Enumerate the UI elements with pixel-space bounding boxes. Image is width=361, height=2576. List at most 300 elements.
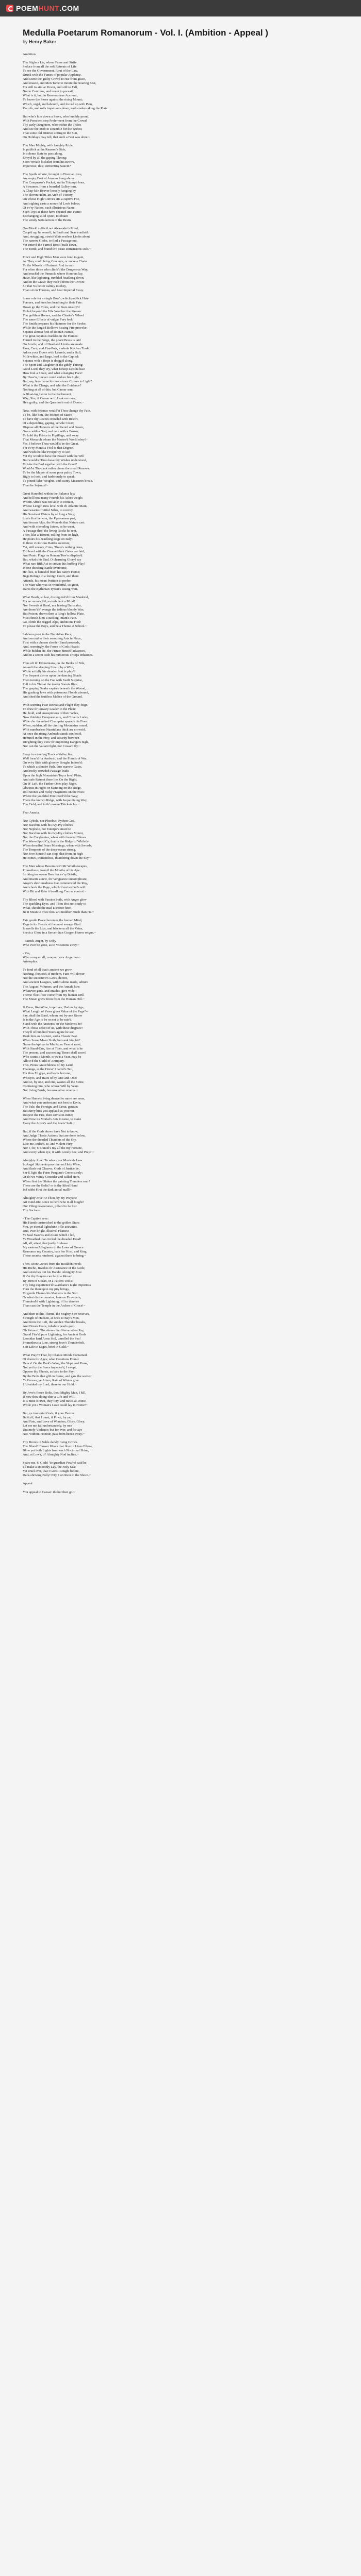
poem-line: I'll make a smoothly Lay, the Holy Sea; (23, 1465, 76, 1469)
poem-stanza (23, 1353, 338, 1386)
poem-line: Way, Sirs; if Caesar writ, I ask no more; (23, 396, 77, 400)
poem-line: To be, like him, the Minion of State? (23, 413, 72, 417)
poem-line: To take the Bad together with the Good? (23, 463, 77, 467)
poem-line: But, if the Gods above have Not to know, (23, 1130, 78, 1134)
poem-line: Now, with Sejanus would'st Thou change thy Fate, (23, 409, 91, 413)
poem-line: Have, like lightning, tumbled headlong down, (23, 276, 85, 280)
poem-line: On Holidays may tell, that such a Feat was done.~ (23, 135, 90, 139)
poem-line: The Field, and in th' unseen Thickets lay.~ (23, 802, 80, 806)
poem-line: For still to aim at Power, and still to Fall, (23, 86, 78, 90)
poem-line: Ye Wreathed that circled the dreaded Head! (23, 1238, 81, 1242)
poem-line: And sighing casts a mournful Look below; (23, 201, 80, 206)
site-logo[interactable] (6, 4, 79, 12)
poem-line: Our Piling devourance, pillard to be lost. (23, 1204, 78, 1208)
poem-line: Art mind-rife, since to herd who it all fought! (23, 1200, 84, 1204)
poem-line: A Chap-faln Beaver loosely hanging by (23, 189, 76, 193)
poem-line: By Men of Ocean, or a Patient Tools: (23, 1279, 73, 1283)
poem-line: On Anvils; and of Head and Limbs are made (23, 342, 83, 346)
poem-line: They'll of hundred Years agone he see, (23, 1030, 75, 1034)
poem-line: Nor Bacchus with his Ivy-Ivy clothes (23, 823, 73, 827)
poem-line: Of ev'ry Nation, each illustrious Name, (23, 206, 76, 210)
poem-line: Exchanging solid Quiet, to obtain (23, 214, 68, 218)
poem-line: To draw th' unwary Leader to the Plain: (23, 707, 76, 711)
poem-line: Be fix'd, that I must, if Pow'r, by ye, (23, 1415, 72, 1419)
poem-line: Then, soon Graves from the Bouldon revels (23, 1262, 81, 1266)
poem-line: While yet a Woman's Love could lay in Home!~ (23, 1403, 88, 1407)
poem-line: Whom Africk was not able to contain, (23, 500, 74, 504)
poem-line: But would'st Thou have thy Wishes understood, (23, 459, 87, 463)
poem-line: Oh Patmos!, The shows that Nerve when Pay, (23, 1329, 85, 1333)
poem-line: Nor the Corybantes, when with frenzied Blows (23, 836, 86, 840)
poem-line: For so unmatch'd, so turbulent a Mind! (23, 599, 75, 603)
poem-line: What is it, but, in Reason's true Account, (23, 94, 78, 98)
poem-stanza (23, 1097, 338, 1126)
poem-title: Medulla Poetarum Romanorum - Vol. I. (Ambition - Appeal ) (23, 28, 269, 38)
poem-stanza (23, 1461, 338, 1478)
poem-line: Is in the Age to be or not to be rais'd; (23, 1018, 73, 1022)
poem-line: And shed the fruitless Malice of the Ground. (23, 694, 83, 699)
poem-line: By Jove's fierce Bolts, thou Mighty Man, I kill, (23, 1391, 87, 1395)
poem-body (23, 53, 338, 1495)
poem-line: The Stiglers Lie, whom Fame and Strife (23, 61, 77, 65)
poem-line: He comes, tremendous, thundering down the Sky.~ (23, 856, 91, 860)
poem-line: Yet, still uneasy, Cries, There's nothing done, (23, 546, 84, 550)
poem-line: On whose High Convex sits a captive Foe, (23, 197, 80, 201)
poem-line: There the known Ridge, with Jeopardizing Way, (23, 798, 88, 802)
poem-line: And see the Mob to scramble for the Bribes; (23, 127, 83, 131)
poem-line: Must finish him; a sucking Infant's Fate. (23, 616, 77, 620)
poem-line: The Serpent dirt-ss upon the dancing Shade: (23, 674, 83, 678)
poem-line: And, seemingly, the Force of Gods Heads: (23, 645, 80, 649)
poem-line: Those secrets rendered, against them to bring.~ (23, 1254, 87, 1258)
poem-line: In solemn State to pass along, (23, 151, 63, 156)
poem-line: The sparkling Eyes, and Thou dost not study to (23, 902, 86, 906)
poem-line: And reach'd the Pinnacle where Honours lay, (23, 272, 84, 276)
poem-line: Fear Anacia. (23, 810, 40, 815)
poem-line: When, sudden, all the circling Mountains round, (23, 723, 88, 727)
poem-line: And reason, and Men Tame to mount the Soaring Seat, (23, 81, 96, 86)
poem-line: Be it Mean to Thee thou art muddier much than He.~ (23, 910, 94, 914)
poem-line: Allow'd the Guild of Antiquity. (23, 1059, 65, 1063)
poem-line: The Man whose Bosom can't Mr Wrath escapes, (23, 865, 88, 869)
poem-line: But who's him down a Stove, who humbly proud, (23, 114, 90, 118)
poem-byline (23, 39, 338, 44)
poem-line: Nothing, forsooth, if modern, Fans will dower (23, 972, 85, 976)
poem-line: Prometheus a Line, strong Jove's Thunderbolt, (23, 1341, 85, 1345)
poem-line: If e'er thy Prayers can be in a Mover! (23, 1275, 73, 1279)
poem-line: To falt beyond the Vile Wrecker the Stream: (23, 309, 82, 313)
poem-line: To fond of all that's ancient we grow, (23, 968, 73, 972)
poem-line: This, Pious Gracefulness of my Land (23, 1063, 73, 1067)
poem-line: Pans, Cans, and Piss-Pots, a whole Kitchen Trade. (23, 347, 90, 350)
poem-line: In Angel Skiments poor the yet Holy Wine, (23, 1163, 81, 1167)
poem-line: Blow yet both Lights from each Nocturnal Shine, (23, 1449, 89, 1453)
poem-line: Every the Ardor's and the Poets' Soft.~ (23, 1121, 75, 1125)
poem-line: To see the Government, Rout of the Law, (23, 69, 78, 73)
poem-line: Deuce! On the Bark's Wing, the Neptuned Prow, (23, 1362, 88, 1366)
poem-line: The Blood'r Flower Weals that flow in Lines Elbow, (23, 1445, 93, 1449)
poem-line: With numberless Numidians thick are crown'd. (23, 728, 86, 732)
poem-line: The Conqueror's Pocket, and in Triumph born, (23, 181, 86, 185)
poem-line: And second to their searching Arts in Place, (23, 637, 82, 641)
poem-line: Not yet by the Force impeder'd, I swept, (23, 1366, 77, 1370)
poem-line: And wearies fruitful Nilus, to convey (23, 508, 73, 512)
poem-line: As They could bring Contents, or make a Chain (23, 260, 87, 264)
poem-line: Nor Nephele, nor Euterpe's strait be (23, 827, 71, 832)
poem-line: Are doom'd t' avenge the tedious bloody War; (23, 607, 84, 612)
poem-line: He flies, is banish'd from his native Home; (23, 570, 80, 574)
poem-line: So that 'tis better calmly to obey, (23, 284, 67, 289)
poem-line: My eastern Allegiance to the Laws of Greece: (23, 1246, 85, 1250)
poem-stanza (23, 1006, 338, 1093)
poem-line: Or do we vainly Consider and called Here, (23, 1175, 80, 1179)
poem-line: Great Hannibal within the Balance lay; (23, 492, 75, 496)
poem-line: If Verse, like Wine, improves, Harbur by Age, (23, 1005, 85, 1009)
poem-line: The great Sejanus crackles in the Flames: (23, 334, 78, 338)
poem-line: - Patrick Anger, by Ocby (23, 939, 56, 943)
poem-line: Let me not fall unfortunately, by one (23, 1423, 72, 1428)
poem-line: Dares the Bythinian Tyrant's Rising wait. (23, 587, 78, 591)
poem-stanza (23, 952, 338, 964)
poem-line: Ind rabbi First the dark aerial mall?~ (23, 1188, 72, 1192)
poem-line: Pow'r and High Titles Men were fond to gain, (23, 256, 85, 260)
poem-line: That Monarch whom the Master'd World obey?- (23, 437, 88, 442)
poem-line: Spain first he won, the Pyrenaeans past, (23, 516, 76, 520)
poem-stanza (23, 144, 338, 168)
poem-line: Stand with the Ancients, or the Moderns be? (23, 1022, 83, 1026)
poem-line: And Fate, and Love of Wonders, Glory, Glory; (23, 1419, 86, 1423)
poem-line: Dispose all Honours of the Sword and Gown, (23, 425, 84, 429)
poem-stanza (23, 662, 338, 699)
poem-line: And, at Low'r, th' Almighty Nod incline.~ (23, 1453, 79, 1457)
poem-line: Than cast the Temple in the Arches of Grace!~ (23, 1303, 86, 1308)
poem-line: And from the Left, the sudden Thunder breaks, (23, 1320, 86, 1324)
byline-prefix: by (23, 39, 28, 44)
poem-stanza (23, 61, 338, 111)
poem-line: Milk-white, and large, lead to the Capitol: (23, 355, 79, 359)
poem-line: And safe Retreat there lies On the Right, (23, 777, 77, 782)
poem-line: Than be Sejanus?~ (23, 483, 48, 487)
poem-line: And Doves Peace, inhabits pearls gain. (23, 1324, 75, 1328)
poem-stanza (23, 1262, 338, 1308)
poem-line: Such Toys as these have cheated into Fame: (23, 210, 82, 214)
poem-line: With Stand-Ons, Are at Tiber, and what is he (23, 1047, 83, 1051)
poem-line: In three victorious Battles overrun; (23, 541, 70, 546)
poem-line: And frozen Alps, the Mounds that Nature cast: (23, 520, 86, 524)
poem-line: The narrow Globe, to find a Passage out. (23, 239, 78, 243)
poem-line: Say, shall the Bard, whom not by-ane Rtrow (23, 1013, 83, 1018)
poem-line: A Streamer, from a boarded Galley torn, (23, 185, 77, 189)
poem-line: The Sport and Laughter of the giddy Throng! (23, 363, 84, 367)
poem-line: Aristophia. (23, 960, 38, 964)
poem-line: Wide o'er the naked Champain spreads his Foes: (23, 719, 88, 723)
poem-line: Who ever be gone, as to Vocations away.~ (23, 943, 79, 947)
poem-line: Now thinking Conquest sure, and Coverts Lurks, (23, 715, 89, 719)
poem-line: Nor Swords at Hand, nor hissing Darts afar, (23, 603, 82, 607)
poem-line: And Punic Flags on Roman Tow'rs display'd. (23, 554, 84, 558)
poem-line: Then turning on the Foe with Swift Surprise, (23, 678, 83, 682)
poem-line: And rocky crowded Passage leads; (23, 769, 70, 773)
poem-line: The guiltless Horses, and the Chariot's Wheel (23, 313, 84, 317)
poem-stanza (23, 1412, 338, 1436)
poem-line: Anger's short madness that commenced the Roy, (23, 881, 88, 885)
poem-line: Well form'd for Ambush, and the Frauds of War, (23, 757, 88, 761)
poem-line: Upon the high Mountain's Top a level Plain, (23, 773, 82, 777)
poem-line: Sleep in a tending Track a Valley lies, (23, 753, 74, 757)
poem-line: When first the' Slakes the painting Thunders roar? (23, 1179, 90, 1183)
poem-stanza (23, 1159, 338, 1192)
logo-text-main: POEM (16, 4, 39, 12)
poem-line: Nor can the Valiant fight, nor Coward fly.~ (23, 744, 80, 749)
poem-stanza (23, 865, 338, 893)
poem-line: Almighty Jove! To whom our Musicals Low (23, 1159, 83, 1163)
poem-line: If now thou doing cher a Life and Will, (23, 1395, 75, 1399)
poem-line: Form'd in the Forge, the pliant Brass is laid (23, 338, 81, 342)
poem-line: The Tomb, and found th'o strait Dimensions sods.~ (23, 247, 91, 251)
poem-line: First with a chosen slender Band proceeds, (23, 641, 80, 645)
poem-line: Begs Refuge in a foreign Court, and there (23, 574, 79, 579)
poem-line: And ancient Leagues, with Gabine made, admire (23, 980, 89, 985)
poem-line: Grand Fire'd, pure Lightning, for Ancient Gods (23, 1333, 86, 1337)
poem-line: Sejanus almost first of Roman Names, (23, 330, 75, 334)
poem-line: Down go the Titles, and the Stars unsurp'd (23, 305, 80, 309)
poem-line: Which, urg'd, and labour'd, and forced up with Pain, (23, 102, 93, 106)
poem-line: For ev'ry Man's a Fool to that Degree, (23, 446, 74, 450)
poem-line: And with corroding Juices, as he went, (23, 524, 75, 529)
poem-line: While hidden He, the Prince himself advances, (23, 649, 86, 653)
poem-line: You, ye eternal lightshine of le activities, (23, 1225, 78, 1229)
poem-line: Good Lord, they cry, what Ethiop Lips he has! (23, 367, 85, 371)
logo-text-suffix: .COM (59, 4, 79, 12)
poem-line: Sheds a Glow in a fiercer than Gorgon Horror reigns.~ (23, 931, 96, 935)
poem-stanza (23, 939, 338, 947)
poem-line: Who conquer all; conquer your Anger too.~ (23, 956, 81, 960)
poem-stanza (23, 115, 338, 140)
poem-line: All, all, attest, that justly I release (23, 1242, 68, 1246)
poem-line: It is mine Brawn, they Pity, and mock at Dome, (23, 1399, 87, 1403)
poem-line: And in the Grave they rush'd from the Crown: (23, 280, 85, 284)
poem-stanza (23, 1217, 338, 1258)
poem-line: The Man Mighty, with haughty Pride, (23, 143, 74, 147)
poem-line: I ful-aided my Lord, there to our Hold.~ (23, 1382, 77, 1386)
poem-line: How foul a Snout, and what a hanging Face! (23, 371, 83, 376)
poem-line: Where the dreaded Thunders of the Sky, (23, 1138, 77, 1142)
poem-line: Due, ever-bright, illusivel Flames! (23, 1229, 69, 1233)
poem-line: That some old Distrust sitting in the Sun, (23, 131, 78, 135)
poem-line: Rank him an Ancient, and a Classic Past. (23, 1035, 78, 1039)
poem-stanza (23, 1130, 338, 1155)
poem-line: Like me, indeed, to, and violent Fury; (23, 1142, 74, 1146)
poem-line: His Richo, Invokes th' Assistance of the Gods; (23, 1266, 85, 1270)
author-link[interactable] (29, 39, 56, 44)
poem-line: To have thy Levees crowded with Resort, (23, 417, 79, 421)
poem-line: Seduce from all the soft Retreats of Life (23, 65, 77, 69)
poem-line: The cloven Helm, an Arch of Victory, (23, 193, 73, 197)
poem-line: Till level with the Ground their Gates are laid; (23, 550, 85, 554)
logo-text-accent: HUNT (38, 4, 60, 12)
poem-line: Recoils, and rolls impetuous down, and smokes along the Plain. (23, 106, 109, 110)
poem-line: The present, and succeeding Times shall score? (23, 1051, 87, 1055)
poem-line: While the lungs'd Bellows hissing Fire provoke; (23, 326, 88, 330)
poem-line: There are the Bolts? or is thy lifted Hand (23, 1183, 78, 1188)
poem-line: Thy Sucious~ (23, 1208, 42, 1212)
poem-line: The Spoils of War, brought to Fireman Jove, (23, 173, 83, 177)
poem-line: Would'st Thou not rather chose the small Renown, (23, 467, 91, 471)
poem-line: Nor Bacchus with his Ivy-Ivy clothes Mount, (23, 832, 84, 836)
poem-line: What is the Charge, and who the Evidence? (23, 384, 81, 388)
poem-page (15, 16, 346, 1495)
poem-line: Nor Jove himself can stop, that from on high (23, 852, 83, 856)
poem-line: For often those who climb'd the Dangerous Way, (23, 268, 88, 272)
poem-line: Rage is for Beasts of the most savage Kind: (23, 922, 81, 926)
poem-line: To which a slender Path, thro' narrow Gates, (23, 765, 83, 769)
poem-line: And then to this Theme, the Mighty Sire receives, (23, 1312, 90, 1316)
poem-stanza (23, 898, 338, 914)
poem-stanza (23, 596, 338, 629)
poem-line: And, struggling, stretch'd his restless Limbs about (23, 234, 90, 239)
poem-stanza (23, 1196, 338, 1213)
poem-line: Assault the sleeping Lizard by a Wile, (23, 666, 74, 670)
poem-line: Pursues, and hunches headlong to their Fate: (23, 301, 83, 305)
poem-line: What Death, so last, distinguish'd from Mankind, (23, 595, 89, 599)
poem-line: By the Bolts that glib in frame, and gaw the waves! (23, 1374, 92, 1378)
poem-line: What Length of Years gives Value of the Page?-- (23, 1009, 88, 1013)
poem-line: Sejanus with a Rope is dragg'd along, (23, 359, 73, 363)
poem-line: The Man who was so wonderful, so great, (23, 583, 79, 587)
poem-line: Then, like a Torrent, rolling from on high, (23, 533, 79, 537)
poem-line: And what you understand not best to Ervin, (23, 1100, 81, 1105)
poem-line: Fair gentle Peace becomes the human Mind, (23, 918, 83, 922)
poem-line: By Heav'n, I never could endure his Sight; (23, 376, 80, 380)
poem-line: When dreadful Fears Mornings, when with Swords, (23, 844, 92, 848)
poem-line: What, should the mad Director here, (23, 906, 72, 910)
poem-line: Of a depending, gaping, servile Court; (23, 421, 74, 425)
poem-line: Thy early Daughters, who within the Tribes (23, 123, 81, 127)
author-name: Henry Baker (29, 39, 57, 44)
poem-line: For thus I'll grye, and leave but one, (23, 1072, 71, 1076)
poem-line: Not to Continue, and never to prevail; (23, 90, 74, 94)
poem-line: You appeal to Caesar: thither then go.~ (23, 1490, 75, 1494)
poem-line: Adorn your Doors with Laurels; and a Bull, (23, 351, 81, 355)
poem-line: In publick at the Ransom's Side, (23, 147, 66, 151)
poem-line: Strength of Hudson, at once to Bay's Men, (23, 1316, 80, 1320)
poem-line: He, bold, and unsuspicious of their Wiles, (23, 711, 79, 715)
poem-line: Yet cruel ev'n, that I Gods I sought before, (23, 1469, 80, 1473)
poem-line: What Pray'r! That, by Chance Minds Contained. (23, 1353, 88, 1358)
poem-line: Go, climb the rugged Alps, ambitious Fool! (23, 620, 81, 624)
poem-line: Drunk with the Fumes of popular Applause, (23, 73, 82, 77)
poem-line: When Some Mr-ut Sloth, but rank him bit? (23, 1039, 80, 1043)
poem-line: Ye Seal Swords and Altars which I led, (23, 1233, 75, 1238)
poem-line: Appeal. (23, 1482, 34, 1486)
poem-line: But Envy bids you applaud as you not, (23, 1109, 75, 1113)
poem-line: To please the Boys, and be a Theme at School.~ (23, 624, 87, 628)
poem-line: Full in his Throat the tender Snouts flies; (23, 682, 78, 686)
poem-line: A Bloat-ing Letter to the Parliament. (23, 392, 72, 396)
poem-line: Roll Stones and rocky Fragments on the Foes: (23, 790, 85, 794)
poem-line: Obvious in Fight; or Standing on the Ridge, (23, 786, 82, 790)
poem-line: Whatever gods, and oracles, give wide; (23, 989, 76, 993)
poem-line: The Smith prepares his Hammer for the Stroke, (23, 321, 87, 326)
poem-line: Or what divine remains, here on Fire-spain, (23, 1295, 81, 1299)
poem-line: To gentle Flames his Maidens in the Sort. (23, 1291, 79, 1295)
poem-line: Attends, his mean Petition to prefer; (23, 579, 72, 583)
poem-line: His Hands unstretched to the golden Stars: (23, 1221, 80, 1225)
poem-line: But, ye immortal Gods, if your Decree (23, 1411, 75, 1415)
poem-line: Thus oft th' Ethnomians, on the Banks of Nile, (23, 662, 86, 666)
poem-line: Who wants a Month, or ev'n a Year, may be (23, 1055, 81, 1059)
poem-line: Yet enter'd the Farm'd Brick-built Town, (23, 243, 77, 247)
poem-stanza (23, 753, 338, 807)
poem-stanza (23, 409, 338, 488)
poem-line: Striking ten ocean Bees for ev'ry Bristle, (23, 873, 77, 877)
poem-line: Ambition (23, 53, 36, 56)
poem-line: Bigly to look, and barb'rously to speak; (23, 475, 76, 479)
poem-stanza (23, 811, 338, 815)
poem-line: Oppose thy Ghosts, as bare to the Sky; (23, 1370, 75, 1374)
poem-line: Turn the thereupon my pity brings, (23, 1287, 70, 1291)
poem-line: Thundred'd with Lightning, if I to deserve (23, 1299, 79, 1303)
poem-line: To pound false Weights, and scanty Measures break. (23, 479, 93, 483)
poem-line: Whose Length runs level with th' Atlantic Main, (23, 504, 88, 508)
poem-line: Thy Brows in Sable darkly rising Grows. (23, 1440, 78, 1445)
poem-stanza (23, 173, 338, 223)
poem-line: But, say, how came his monstrous Crimes to Light? (23, 380, 92, 384)
poem-stanza (23, 53, 338, 57)
poem-stanza (23, 492, 338, 591)
poem-line: The Music grave from from the Human Hill.~ (23, 997, 85, 1001)
poem-line: Renounce my Country, hate her Host, and King (23, 1250, 87, 1254)
poem-line: Coop'd up, he seem'd, in Earth and Seas confin'd: (23, 230, 89, 234)
poem-line: With Bit and Rein it headlong Course control.~ (23, 889, 87, 893)
poem-line: Ser-E light the Farm Pengum's Come,surely; (23, 1171, 83, 1175)
poem-line: Theme 'fleet-foot' come from my human Drill (23, 993, 85, 997)
poem-stanza (23, 703, 338, 749)
poem-line: Nor I, for, O Daniel's my all the my Fortune, (23, 1146, 83, 1150)
poem-line: To heave the Stone against the rising Mount; (23, 98, 83, 102)
poem-line: His gushing Jaws with poisonous Floods abound, (23, 690, 89, 694)
poem-line: A Passage thro' the living Rocks he rent. (23, 529, 77, 533)
poem-line: The gasping Snake expires beneath the Wound, (23, 686, 87, 690)
poem-line: When Hume's living deaweller more are none, (23, 1096, 85, 1100)
poem-line: Nothing at all of this; but Caesar sent (23, 388, 73, 392)
poem-stanza (23, 919, 338, 935)
poem-line: Almighty Jove! O Thou, by my Prayers! (23, 1196, 77, 1200)
poem-line: Nor Cybele, nor Phoebus, Python God, (23, 819, 75, 823)
poem-line: Thy long experience'd Guardians's night Importess (23, 1283, 91, 1287)
poem-line: Soon Wreath hickelen from his Brows, (23, 160, 75, 164)
poemhunt-logo-icon (6, 5, 13, 12)
poem-stanza (23, 1312, 338, 1349)
poem-line: The Wave-Spoil Cy, that in the Ridge of Whilstle (23, 840, 89, 844)
poem-line: Sabbura great in the Numidian Race, (23, 633, 73, 637)
poem-line: And wish the like Prosperity to see: (23, 450, 71, 454)
poem-line: Yet thy would'st have the Power with the Will (23, 454, 85, 459)
poem-line: Spare me, O Gods! Ye guardian Pow'rs! said he, (23, 1461, 88, 1465)
poem-line: But, what's his End, O charming Glory! say (23, 558, 81, 562)
poem-stanza (23, 968, 338, 1001)
poem-line: Imperious; this; tormenting Saucin? (23, 164, 71, 168)
poem-line: Dis'ghting they view th' impenting Dangers nigh, (23, 740, 89, 744)
poem-line: Where the youthful Pere reard'd the Way; (23, 794, 78, 798)
poem-line: To the Wheels of Fortune: And in vain (23, 264, 74, 268)
site-header (0, 0, 361, 16)
poem-line: With seeming Fear Retreat and Flight they feign, (23, 703, 89, 707)
poem-line: Not, without Honour, pass from hence away.~ (23, 1432, 85, 1436)
poem-line: It swells the Lips, and blackens all the Veins, (23, 927, 83, 930)
poem-line: And stretches out his Hands: Almighty Jove (23, 1270, 82, 1275)
poem-line: And in a secret Ride his numerous Troops enhances. (23, 653, 93, 657)
